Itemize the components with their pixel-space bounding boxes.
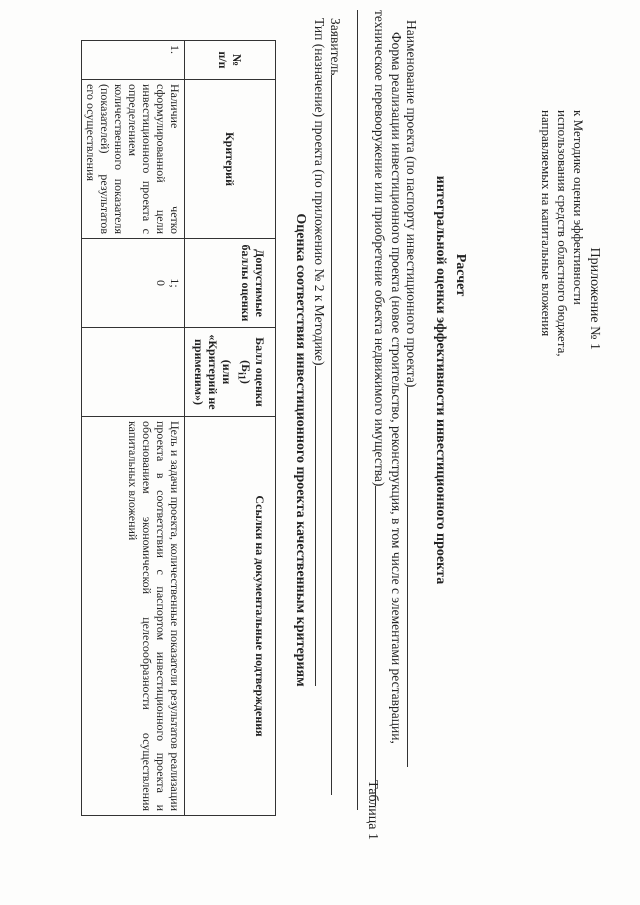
header-num: № п/п [185,41,276,80]
rotated-document [20,10,620,890]
row-1-num: 1. [82,41,185,80]
applicant-field [327,18,344,795]
document-subtitle: интегральной оценки эффективности инвестиционного проекта [433,175,448,585]
project-name-blank [407,387,420,767]
blank-line [357,10,358,810]
header-score [185,328,276,417]
header-score-note: (или «Критерий не применим») [191,334,234,410]
type-label: Тип (назначение) проекта (по приложению № 2 к Методике) [312,18,327,366]
appendix-title: Приложение № 1 [587,247,602,350]
row-1-allowed [82,239,185,328]
applicant-label: Заявитель [328,18,343,76]
project-name-field [403,20,420,767]
header-allowed: Допустимые баллы оценки [185,239,276,328]
appendix-line-1: к Методике оценки эффективности [571,110,586,305]
project-name-label: Наименование проекта (по паспорту инвестиционного проекта) [404,20,419,388]
row-1-allowed-2: 0 [154,280,168,286]
row-1-allowed-1: 1; [168,278,182,288]
header-score-label: Балл оценки [253,337,267,407]
form-label-line-1: Форма реализации инвестиционного проекта (новое строительство, реконструкция, в том числе с элементами реставрации, [389,32,404,744]
appendix-line-2: использования средств областного бюджета, [555,110,570,357]
header-links: Ссылки на документальные подтверждения [185,417,276,816]
table-row [82,41,185,816]
row-1-criterion: Наличие четко сформулированной цели инвестиционного проекта с определением количественного показателя (показателей) результатов его осуществления [82,80,185,239]
form-label-line-2: техническое перевооружение или приобретение объекта недвижимого имущества) [372,10,387,487]
form-field-line-1 [388,32,404,744]
section-title: Оценка соответствия инвестиционного проекта качественным критериям [293,213,308,687]
criteria-table [81,40,276,816]
header-criterion: Критерий [185,80,276,239]
form-field-line-2 [371,10,388,806]
form-blank [375,486,388,806]
appendix-line-3: направляемых на капитальные вложения [539,110,554,337]
document-title: Расчет [453,253,468,297]
type-blank [315,366,328,686]
type-field [311,18,328,686]
appendix-block [538,110,602,470]
applicant-blank [331,75,344,795]
table-label: Таблица 1 [365,780,380,840]
table-header-row [185,41,276,816]
row-1-links: Цель и задачи проекта, количественные показатели результатов реализации проекта в соответствии с паспортом инвестиционного проекта и обоснованием экономической целесообразности осуществления капитальных вложений [82,417,185,816]
header-score-symbol: $(Б_{i1})$ [235,360,253,384]
row-1-score [82,328,185,417]
